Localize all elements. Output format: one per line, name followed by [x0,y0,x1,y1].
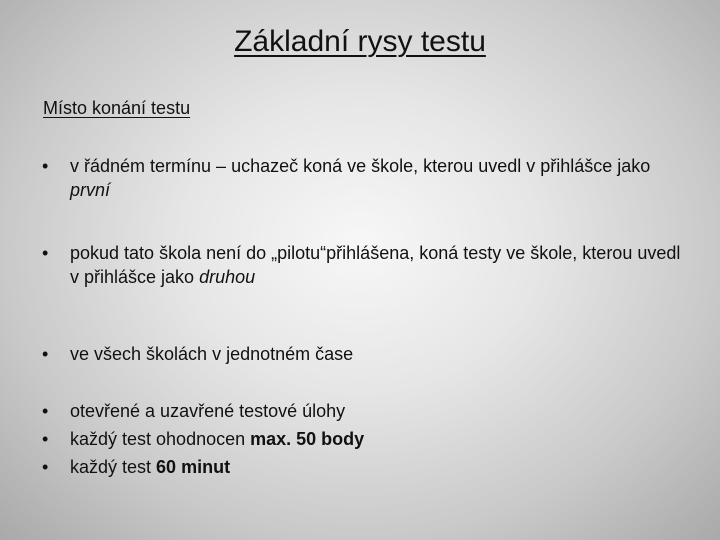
bullet-strong: max. 50 body [250,429,365,449]
bullet-item [42,154,682,202]
bullet-icon: • [42,344,49,364]
bullet-text: pokud tato škola není do „pilotu“přihlášena, koná testy ve škole, kterou uvedl v přihlášce jako [70,243,681,287]
bullet-icon: • [42,243,49,263]
bullet-icon: • [42,401,49,421]
bullet-text: každý test ohodnocen [70,429,251,449]
bullet-item [42,427,682,451]
bullet-strong: 60 minut [156,457,231,477]
bullet-text: ve všech školách v jednotném čase [70,344,354,364]
bullet-list [42,154,682,479]
slide-subtitle: Místo konání testu [43,98,191,118]
bullet-icon: • [42,156,49,176]
bullet-emphasis: druhou [199,267,256,287]
bullet-text: otevřené a uzavřené testové úlohy [70,401,346,421]
bullet-icon: • [42,457,49,477]
bullet-item [42,399,682,423]
bullet-icon: • [42,429,49,449]
bullet-text: v řádném termínu – uchazeč koná ve škole, kterou uvedl v přihlášce jako [70,156,651,176]
bullet-item [42,241,682,289]
slide-title: Základní rysy testu [234,25,486,58]
bullet-emphasis: první [70,180,111,200]
bullet-item [42,455,682,479]
bullet-item [42,342,682,366]
bullet-text: každý test [70,457,157,477]
